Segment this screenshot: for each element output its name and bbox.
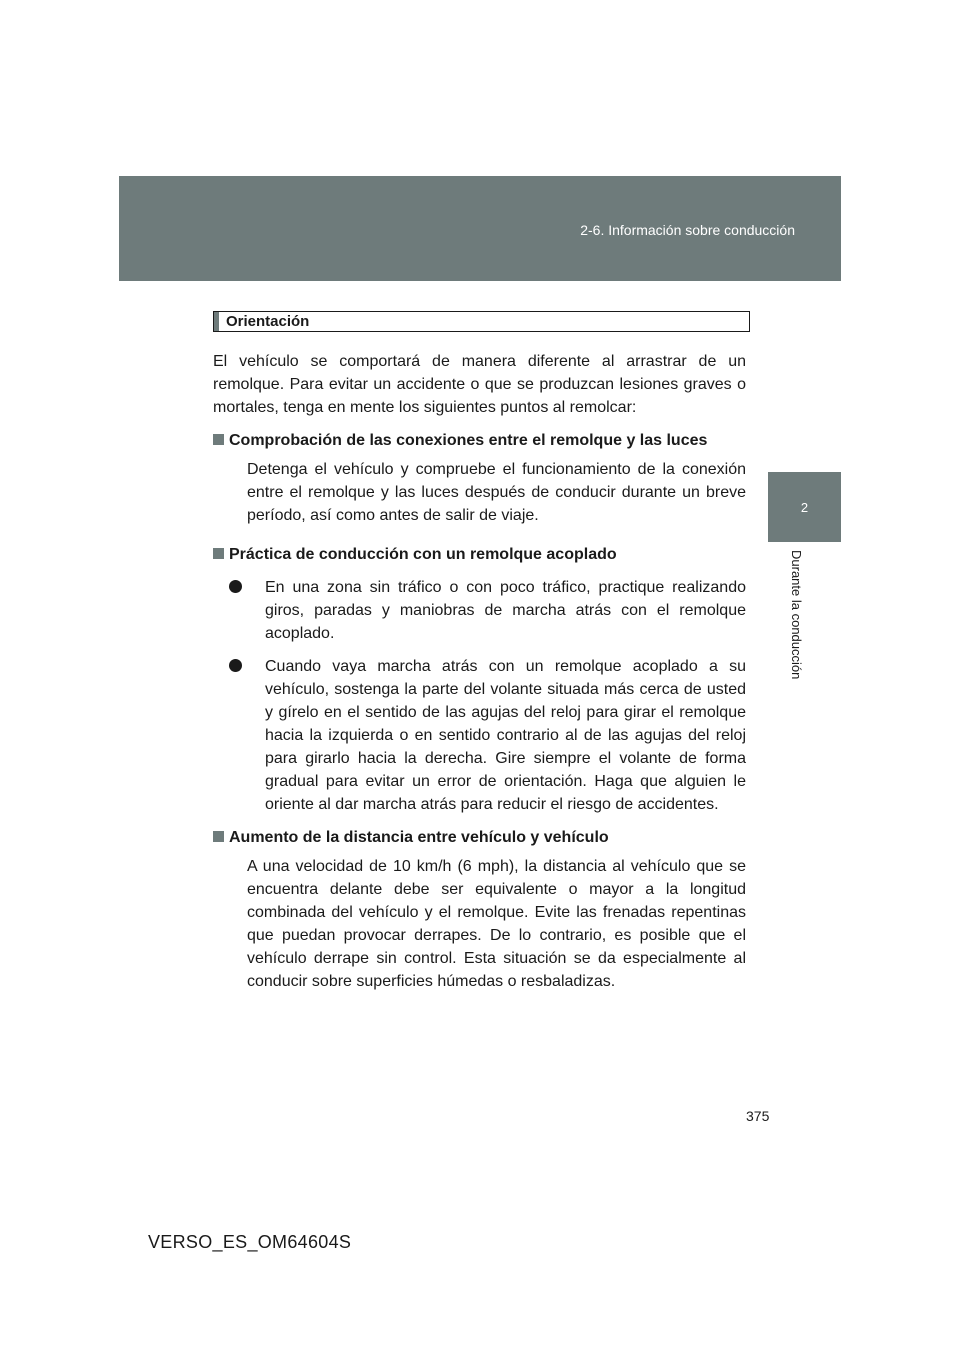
list-item [213, 826, 746, 993]
item-body: A una velocidad de 10 km/h (6 mph), la distancia al vehículo que se encuentra delante debe ser equivalente o mayor a la longitud combinada del vehículo y el remolque. Evite las frenadas repentinas que puedan provocar derrapes. De lo contrario, es posible que el vehículo derrape sin control. Esta situación se da especialmente al conducir sobre superficies húmedas o resbaladizas. [247, 858, 746, 990]
header-band [119, 176, 841, 281]
section-heading: Orientación [226, 313, 310, 330]
list-item [213, 429, 746, 527]
document-code: VERSO_ES_OM64604S [148, 1232, 352, 1252]
chapter-label: Durante la conducción [789, 550, 804, 680]
intro-paragraph: El vehículo se comportará de manera diferente al arrastrar de un remolque. Para evitar un accidente o que se produzcan lesiones graves o mortales, tenga en mente los siguientes puntos al remolcar: [213, 353, 746, 416]
chapter-tab: 2 [768, 472, 841, 542]
section-heading-bar [213, 311, 750, 332]
circle-bullet-icon [229, 655, 251, 816]
section-title: 2-6. Información sobre conducción [580, 222, 795, 238]
square-bullet-icon [213, 826, 229, 849]
item-heading: Aumento de la distancia entre vehículo y vehículo [229, 829, 609, 846]
main-content [213, 311, 746, 1009]
circle-bullet-icon [229, 576, 251, 645]
sub-bullet-text: En una zona sin tráfico o con poco tráfico, practique realizando giros, paradas y maniobras de marcha atrás con el remolque acoplado. [265, 579, 746, 642]
item-heading: Comprobación de las conexiones entre el remolque y las luces [229, 432, 708, 449]
sub-bullet [229, 655, 746, 816]
sub-bullet-text: Cuando vaya marcha atrás con un remolque acoplado a su vehículo, sostenga la parte del volante situada más cerca de usted y gírelo en el sentido de las agujas del reloj para girar el remolque hacia la izquierda o en sentido contrario al de las agujas del reloj para girarlo hacia la derecha. Gire siempre el volante de forma gradual para evitar un error de orientación. Haga que alguien le oriente al dar marcha atrás para reducir el riesgo de accidentes. [265, 658, 746, 813]
square-bullet-icon [213, 543, 229, 566]
item-body: Detenga el vehículo y compruebe el funcionamiento de la conexión entre el remolque y las luces después de conducir durante un breve período, así como antes de salir de viaje. [247, 461, 746, 524]
list-item [213, 543, 746, 816]
page-number: 375 [746, 1108, 770, 1124]
sub-bullet [229, 576, 746, 645]
item-heading: Práctica de conducción con un remolque acoplado [229, 546, 617, 563]
square-bullet-icon [213, 429, 229, 452]
